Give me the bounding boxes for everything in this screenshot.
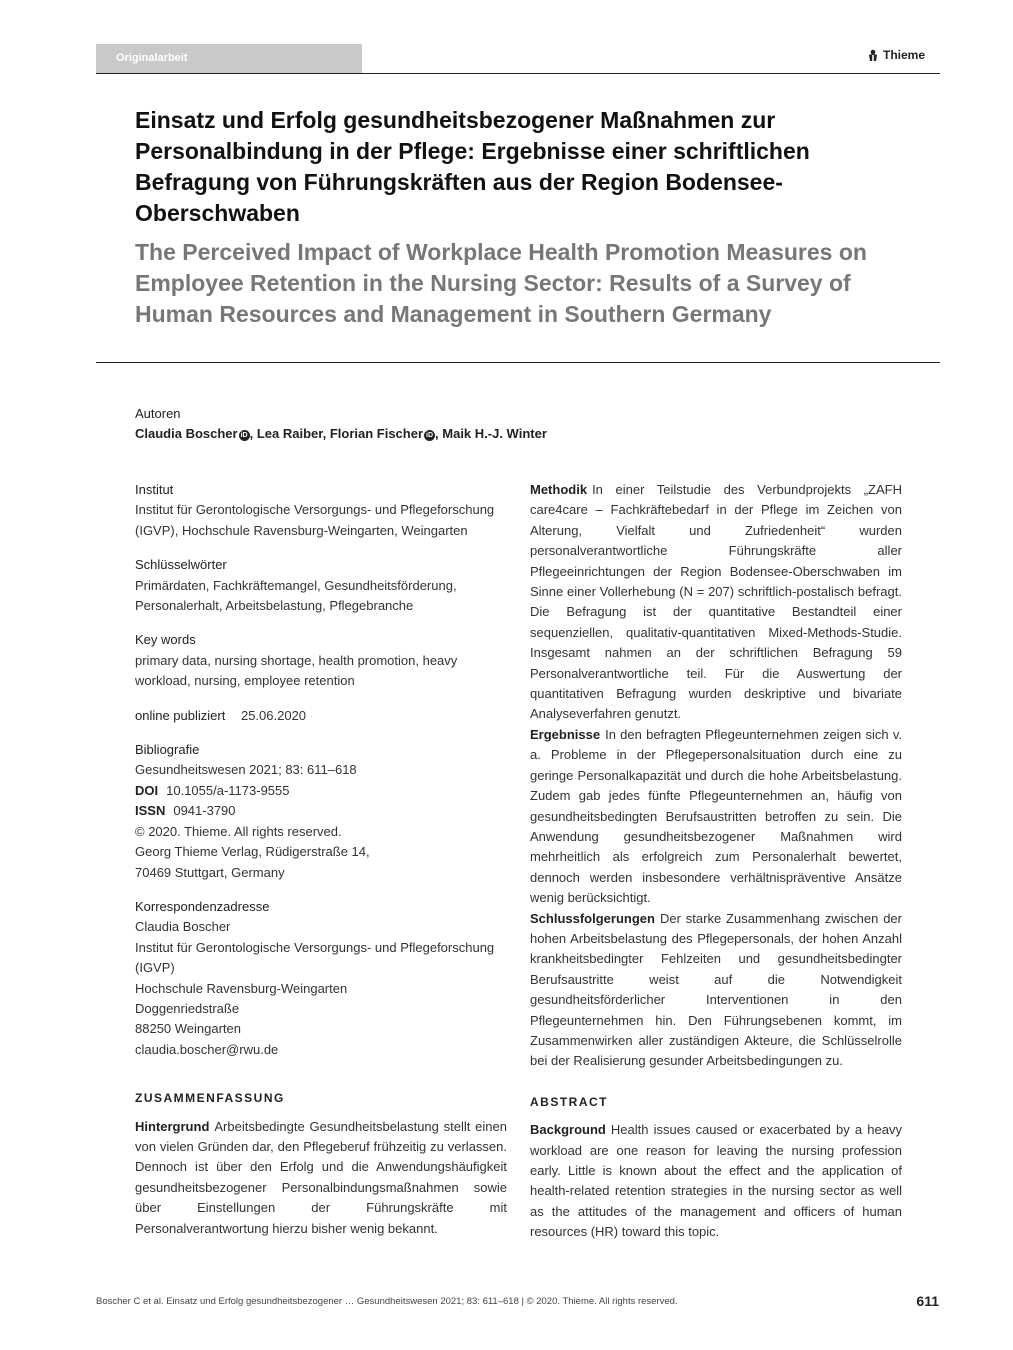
correspondence-email[interactable]: claudia.boscher@rwu.de [135,1041,279,1057]
footer-citation: Boscher C et al. Einsatz und Erfolg gesundheitsbezogener … Gesundheitswesen 2021; 83: 611–618 | © 2020. Thieme. All rights reserved. [96,1296,678,1307]
correspondence-line: 88250 Weingarten [135,1021,242,1037]
methodik-paragraph: Methodik In einer Teilstudie des Verbundprojekts „ZAFH care4care – Fachkräftebedarf in der Pflege im Zeichen von Alterung, Vielfalt und Zufriedenheit“ wurden personalverantwortliche Führungskräfte aller Pflegeeinrichtungen der Region Bodensee-Oberschwaben im Sinne einer Vollerhebung (N = 207) schriftlich-postalisch befragt. Die Befragung ist der quantitative Bestandteil einer sequenziellen, qualitativ-quantitativen Mixed-Methods-Studie. Insgesamt nahmen an der schriftlichen Befragung 59 Personalverantwortliche teil. Für die Auswertung der quantitativen Befragung wurden deskriptive und bivariate Analyseverfahren genutzt. [530,482,902,722]
publisher-address-2: 70469 Stuttgart, Germany [135,864,285,880]
hintergrund-paragraph: Hintergrund Arbeitsbedingte Gesundheitsbelastung stellt einen von vielen Gründen dar, den Pflegeberuf frühzeitig zu verlassen. Dennoch ist über den Erfolg und die Anwendungshäufigkeit gesundheitsbezogener Personalbindungsmaßnahmen sowie über Einstellungen der Führungskräfte mit Personalverantwortung hierzu bisher wenig bekannt. [135,1118,507,1236]
author-name: Claudia Boscher [135,426,238,441]
author-name: Lea Raiber [256,426,323,441]
orcid-icon[interactable]: iD [240,432,248,439]
correspondence-line: Claudia Boscher [135,919,231,935]
published-block [135,706,507,726]
bibliography-citation: Gesundheitswesen 2021; 83: 611–618 [135,762,357,778]
title-german: Einsatz und Erfolg gesundheitsbezogener Maßnahmen zur Personalbindung in der Pflege: Ergebnisse einer schriftlichen Befragung von Führungskräften aus der Region Bodensee-Oberschwaben [135,107,810,226]
keywords-en-block [135,630,507,691]
header-divider [96,73,940,74]
keywords-de-block [135,555,507,616]
doi-link[interactable]: 10.1055/a-1173-9555 [166,782,290,798]
bibliography-label: Bibliografie [135,742,200,758]
publisher-name: Thieme [882,48,925,62]
keywords-en-label: Key words [135,632,196,648]
author-list: Claudia Boscher iD , Lea Raiber, Florian Fischer iD , Maik H.-J. Winter [135,426,547,441]
thieme-logo-icon [867,49,879,62]
correspondence-label: Korrespondenzadresse [135,898,270,914]
abstract-heading: ABSTRACT [530,1094,608,1109]
metadata-column [135,480,507,1239]
zusammenfassung-heading: ZUSAMMENFASSUNG [135,1091,285,1106]
background-paragraph: Background Health issues caused or exacerbated by a heavy workload are one reason for leaving the nursing profession early. Little is known about the effect and the application of health-related retention strategies in the nursing sector as well as the attitudes of the management and officers of human resources (HR) toward this topic. [530,1122,902,1240]
issn-row: ISSN 0941-3790 [135,803,236,819]
title-divider [96,362,940,363]
correspondence-line: Institut für Gerontologische Versorgungs- und Pflegeforschung (IGVP) [135,939,495,976]
keywords-de-label: Schlüsselwörter [135,557,227,573]
institute-text: Institut für Gerontologische Versorgungs- und Pflegeforschung (IGVP), Hochschule Ravensburg-Weingarten, Weingarten [135,502,495,538]
orcid-icon[interactable]: iD [426,432,434,439]
issn-value: 0941-3790 [173,803,236,819]
abstract-column [530,480,902,1243]
institute-block [135,480,507,541]
schlussfolgerungen-paragraph: Schlussfolgerungen Der starke Zusammenhang zwischen der hohen Arbeitsbelastung des Pflegepersonals, der hohen Anzahl krankheitsbedingter Fehlzeiten und gesundheitsbedingter Berufsaustritte weist auf die Notwendigkeit gesundheitsförderlicher Interventionen in den Pflegeunternehmen hin. Den Führungsebenen kommt, im Zusammenwirken aller zuständigen Akteure, die Schlüsselrolle bei der Realisierung gesunder Arbeitsbedingungen zu. [530,910,902,1069]
published-date: 25.06.2020 [240,707,307,723]
copyright-text: © 2020. Thieme. All rights reserved. [135,823,342,839]
publisher-logo [867,48,925,62]
keywords-de-text: Primärdaten, Fachkräftemangel, Gesundheitsförderung, Personalerhalt, Arbeitsbelastung, Pflegebranche [135,577,457,614]
keywords-en-text: primary data, nursing shortage, health promotion, heavy workload, nursing, employee retention [135,652,458,689]
correspondence-line: Doggenriedstraße [135,1000,240,1016]
institute-label: Institut [135,482,174,497]
doi-row: DOI 10.1055/a-1173-9555 [135,782,290,798]
publisher-address-1: Georg Thieme Verlag, Rüdigerstraße 14, [135,844,370,860]
ergebnisse-paragraph: Ergebnisse In den befragten Pflegeunternehmen zeigen sich v. a. Probleme in der Pflegepersonalsituation durch eine zu geringe Personalkapazität und durch die hohe Arbeitsbelastung. Zudem gab jedes fünfte Pflegeunternehmen an, häufig von gesundheitsbedingten Berufsaustritten betroffen zu sein. Die Anwendung gesundheitsbezogener Maßnahmen wird mehrheitlich als erfolgreich zum Personalerhalt bewertet, dennoch werden insbesondere verhältnispräventive Ansätze wenig berücksichtigt. [530,726,902,906]
authors-label: Autoren [135,406,181,421]
bibliography-block [135,740,507,883]
published-label: online publiziert [135,707,226,723]
author-name: Maik H.-J. Winter [442,426,547,441]
correspondence-line: Hochschule Ravensburg-Weingarten [135,980,348,996]
page-number: 611 [916,1293,939,1309]
article-type-label: Originalarbeit [96,44,362,73]
correspondence-block [135,897,507,1060]
title-english: The Perceived Impact of Workplace Health Promotion Measures on Employee Retention in the Nursing Sector: Results of a Survey of Human Resources and Management in Southern Germany [135,239,867,327]
author-name: Florian Fischer [329,426,424,441]
